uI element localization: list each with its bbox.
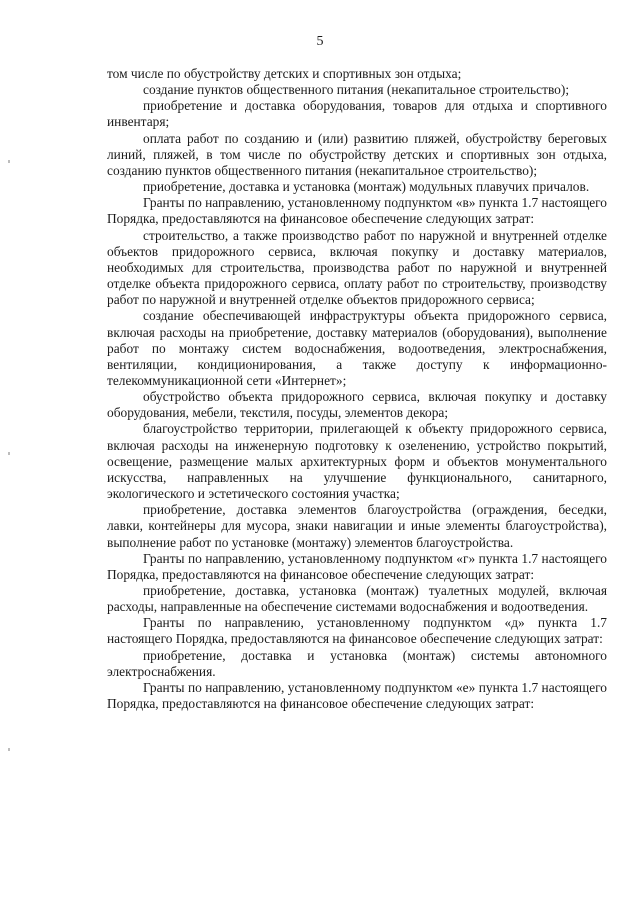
- paragraph-12: Гранты по направлению, установленному подпунктом «г» пункта 1.7 настоящего Порядка, предоставляются на финансовое обеспечение следующих затрат:: [107, 550, 607, 582]
- paragraph-15: приобретение, доставка и установка (монтаж) системы автономного электроснабжения.: [107, 647, 607, 679]
- paragraph-7: строительство, а также производство работ по наружной и внутренней отделке объектов придорожного сервиса, включая покупку и доставку материалов, необходимых для строительства, производства работ по наружной и внутренней отделке объекта придорожного сервиса, оплату работ по строительству, производству работ по наружной и внутренней отделке объектов придорожного сервиса;: [107, 227, 607, 308]
- paragraph-8: создание обеспечивающей инфраструктуры объекта придорожного сервиса, включая расходы на приобретение, доставку материалов (оборудования), выполнение работ по монтажу систем водоснабжения, водоотведения, электроснабжения, вентиляции, кондиционирования, а также доступу к информационно-телекоммуникационной сети «Интернет»;: [107, 308, 607, 388]
- paragraph-3: приобретение и доставка оборудования, товаров для отдыха и спортивного инвентаря;: [107, 98, 607, 130]
- paragraph-1: том числе по обустройству детских и спортивных зон отдыха;: [107, 66, 462, 81]
- paragraph-4: оплата работ по созданию и (или) развитию пляжей, обустройству береговых линий, пляжей, в том числе по обустройству детских и спортивных зон отдыха, созданию пунктов общественного питания (некапитальное строительство);: [107, 130, 607, 178]
- scan-artifact-mark: [8, 160, 10, 163]
- paragraph-10: благоустройство территории, прилегающей к объекту придорожного сервиса, включая расходы на инженерную подготовку к озеленению, устройство покрытий, освещение, размещение малых архитектурных форм и объектов монументального искусства, направленных на улучшение функционального, санитарного, экологического и эстетического состояния участка;: [107, 421, 607, 502]
- paragraph-11: приобретение, доставка элементов благоустройства (ограждения, беседки, лавки, контейнеры для мусора, знаки навигации и иные элементы благоустройства), выполнение работ по установке (монтажу) элементов благоустройства.: [107, 502, 607, 550]
- paragraph-5: приобретение, доставка и установка (монтаж) модульных плавучих причалов.: [143, 179, 590, 195]
- paragraph-6: Гранты по направлению, установленному подпунктом «в» пункта 1.7 настоящего Порядка, предоставляются на финансовое обеспечение следующих затрат:: [107, 195, 607, 227]
- document-body: [107, 66, 607, 712]
- page-number: 5: [316, 34, 324, 49]
- paragraph-13: приобретение, доставка, установка (монтаж) туалетных модулей, включая расходы, направленные на обеспечение системами водоснабжения и водоотведения.: [107, 583, 607, 615]
- scan-artifact-mark: [8, 748, 10, 751]
- scan-artifact-mark: [8, 452, 10, 455]
- paragraph-16: Гранты по направлению, установленному подпунктом «е» пункта 1.7 настоящего Порядка, предоставляются на финансовое обеспечение следующих затрат:: [107, 679, 607, 712]
- paragraph-9: обустройство объекта придорожного сервиса, включая покупку и доставку оборудования, мебели, текстиля, посуды, элементов декора;: [107, 389, 607, 421]
- paragraph-14: Гранты по направлению, установленному подпунктом «д» пункта 1.7 настоящего Порядка, предоставляются на финансовое обеспечение следующих затрат:: [107, 615, 607, 647]
- paragraph-2: создание пунктов общественного питания (некапитальное строительство);: [143, 82, 570, 98]
